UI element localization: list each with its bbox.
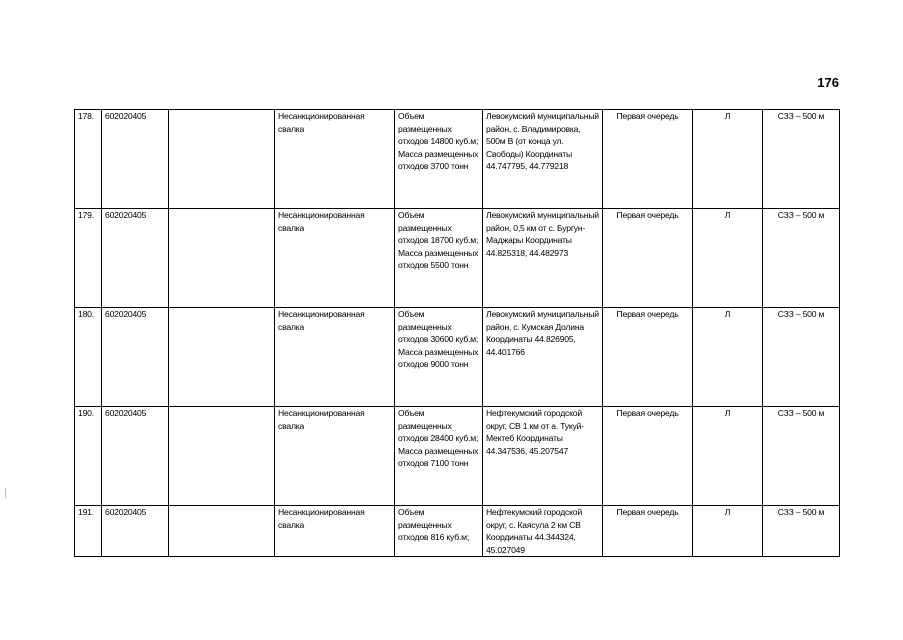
priority: Первая очередь — [603, 407, 693, 506]
waste-volume: Объем размещенных отходов 816 куб.м; — [395, 506, 483, 557]
object-code: 602020405 — [102, 308, 169, 407]
object-type: Несанкционированная свалка — [275, 209, 395, 308]
mark: Л — [693, 110, 763, 209]
object-type: Несанкционированная свалка — [275, 308, 395, 407]
sanitary-zone: СЗЗ – 500 м — [763, 407, 840, 506]
mark: Л — [693, 506, 763, 557]
row-number: 190. — [75, 407, 102, 506]
table-row — [75, 308, 840, 407]
priority: Первая очередь — [603, 506, 693, 557]
priority: Первая очередь — [603, 308, 693, 407]
table-row — [75, 209, 840, 308]
location: Нефтекумский городской округ, СВ 1 км от а. Тукуй-Мектеб Координаты 44.347536, 45.207547 — [483, 407, 603, 506]
mark: Л — [693, 308, 763, 407]
location: Нефтекумский городской округ, с. Каясула 2 км СВ Координаты 44.344324, 45.027049 — [483, 506, 603, 557]
sanitary-zone: СЗЗ – 500 м — [763, 110, 840, 209]
priority: Первая очередь — [603, 110, 693, 209]
object-code: 602020405 — [102, 407, 169, 506]
table-row — [75, 407, 840, 506]
priority: Первая очередь — [603, 209, 693, 308]
location: Левокумский муниципальный район, с. Владимировка, 500м В (от конца ул. Свободы) Координаты 44.747795, 44.779218 — [483, 110, 603, 209]
empty-cell — [169, 407, 275, 506]
waste-volume: Объем размещенных отходов 18700 куб.м; Масса размещенных отходов 5500 тонн — [395, 209, 483, 308]
sanitary-zone: СЗЗ – 500 м — [763, 308, 840, 407]
empty-cell — [169, 209, 275, 308]
sanitary-zone: СЗЗ – 500 м — [763, 506, 840, 557]
object-type: Несанкционированная свалка — [275, 110, 395, 209]
scan-mark — [5, 488, 6, 498]
object-type: Несанкционированная свалка — [275, 407, 395, 506]
empty-cell — [169, 506, 275, 557]
empty-cell — [169, 308, 275, 407]
object-type: Несанкционированная свалка — [275, 506, 395, 557]
table-row — [75, 110, 840, 209]
table-row — [75, 506, 840, 557]
object-code: 602020405 — [102, 209, 169, 308]
row-number: 191. — [75, 506, 102, 557]
object-code: 602020405 — [102, 506, 169, 557]
waste-volume: Объем размещенных отходов 28400 куб.м; Масса размещенных отходов 7100 тонн — [395, 407, 483, 506]
location: Левокумский муниципальный район, с. Кумская Долина Координаты 44.826905, 44.401766 — [483, 308, 603, 407]
object-code: 602020405 — [102, 110, 169, 209]
row-number: 180. — [75, 308, 102, 407]
sanitary-zone: СЗЗ – 500 м — [763, 209, 840, 308]
page-number: 176 — [817, 75, 839, 90]
row-number: 179. — [75, 209, 102, 308]
waste-volume: Объем размещенных отходов 30600 куб.м; Масса размещенных отходов 9000 тонн — [395, 308, 483, 407]
empty-cell — [169, 110, 275, 209]
mark: Л — [693, 407, 763, 506]
location: Левокумский муниципальный район, 0,5 км от с. Бургун-Маджары Координаты 44.825318, 44.482973 — [483, 209, 603, 308]
registry-table — [74, 109, 840, 557]
mark: Л — [693, 209, 763, 308]
waste-volume: Объем размещенных отходов 14800 куб.м; Масса размещенных отходов 3700 тонн — [395, 110, 483, 209]
row-number: 178. — [75, 110, 102, 209]
